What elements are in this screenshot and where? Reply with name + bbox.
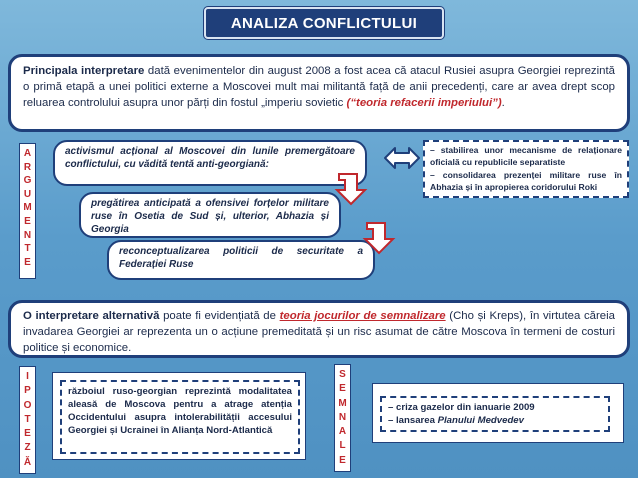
main-interpretation-text	[23, 63, 615, 111]
theory-name: teoria jocurilor de semnalizare	[279, 310, 446, 322]
semnale-vertical-label: S E M N A L E	[334, 364, 351, 472]
side-note-item: – stabilirea unor mecanisme de relaționare oficială cu republicile separatiste	[430, 145, 622, 168]
semnal-item: – lansarea Planului Medvedev	[388, 415, 524, 426]
alternative-interpretation-box	[8, 300, 630, 358]
argument-item: pregătirea anticipată a ofensivei forțelor militare ruse în Osetia de Sud și, ulterior, Abhazia și Georgia	[79, 192, 341, 238]
title-text: ANALIZA CONFLICTULUI	[230, 14, 418, 32]
arrow-down-icon	[365, 221, 395, 255]
alternative-text: O interpretare alternativă poate fi evidențiată de teoria jocurilor de semnalizare (Cho și Kreps), în virtutea căreia invadarea Georgiei ar reprezenta un o acțiune premeditată și un risc asumat de către Moscova în termeni de costuri politice și economice.	[23, 310, 615, 354]
ipoteza-text: războiul ruso-georgian reprezintă modalitatea aleasă de Moscova pentru a atrage atenția Occidentului asupra intolerabilității accesului Georgiei și Ucrainei în Alianța Nord-Atlantică	[68, 386, 292, 436]
argument-item: reconceptualizarea politicii de securitate a Federației Ruse	[107, 240, 375, 280]
semnal-item: – criza gazelor din ianuarie 2009	[388, 402, 535, 413]
main-lead: Principala interpretare	[23, 65, 145, 77]
main-body: dată evenimentelor din august 2008 a fost acea că atacul Rusiei asupra Georgiei reprezintă o primă etapă a unei politici externe a Moscovei mult mai militantă față de anii precedenți, care ar avea drept scop reluarea controlului asupra unor părți din fostul „imperiu sovietic	[23, 65, 615, 109]
semnale-box	[380, 396, 610, 432]
arrow-down-icon	[337, 172, 367, 206]
main-quote: (“teoria refacerii imperiului”)	[346, 97, 502, 109]
ipoteza-box	[60, 380, 300, 454]
argumente-vertical-label: A R G U M E N T E	[19, 143, 36, 279]
argument-item: activismul acțional al Moscovei din lunile premergătoare conflictului, cu vădită tentă anti-georgiană:	[53, 140, 367, 186]
main-end: .	[501, 97, 505, 109]
side-note-item: – consolidarea prezenței militare ruse în Abhazia și în apropierea coridorului Roki	[430, 169, 622, 193]
main-interpretation-box	[8, 54, 630, 132]
alternative-lead: O interpretare alternativă	[23, 310, 160, 322]
double-arrow-icon	[384, 146, 420, 170]
page-title	[204, 7, 444, 39]
side-note-box	[423, 140, 629, 198]
ipoteza-vertical-label: I P O T E Z Ă	[19, 366, 36, 474]
